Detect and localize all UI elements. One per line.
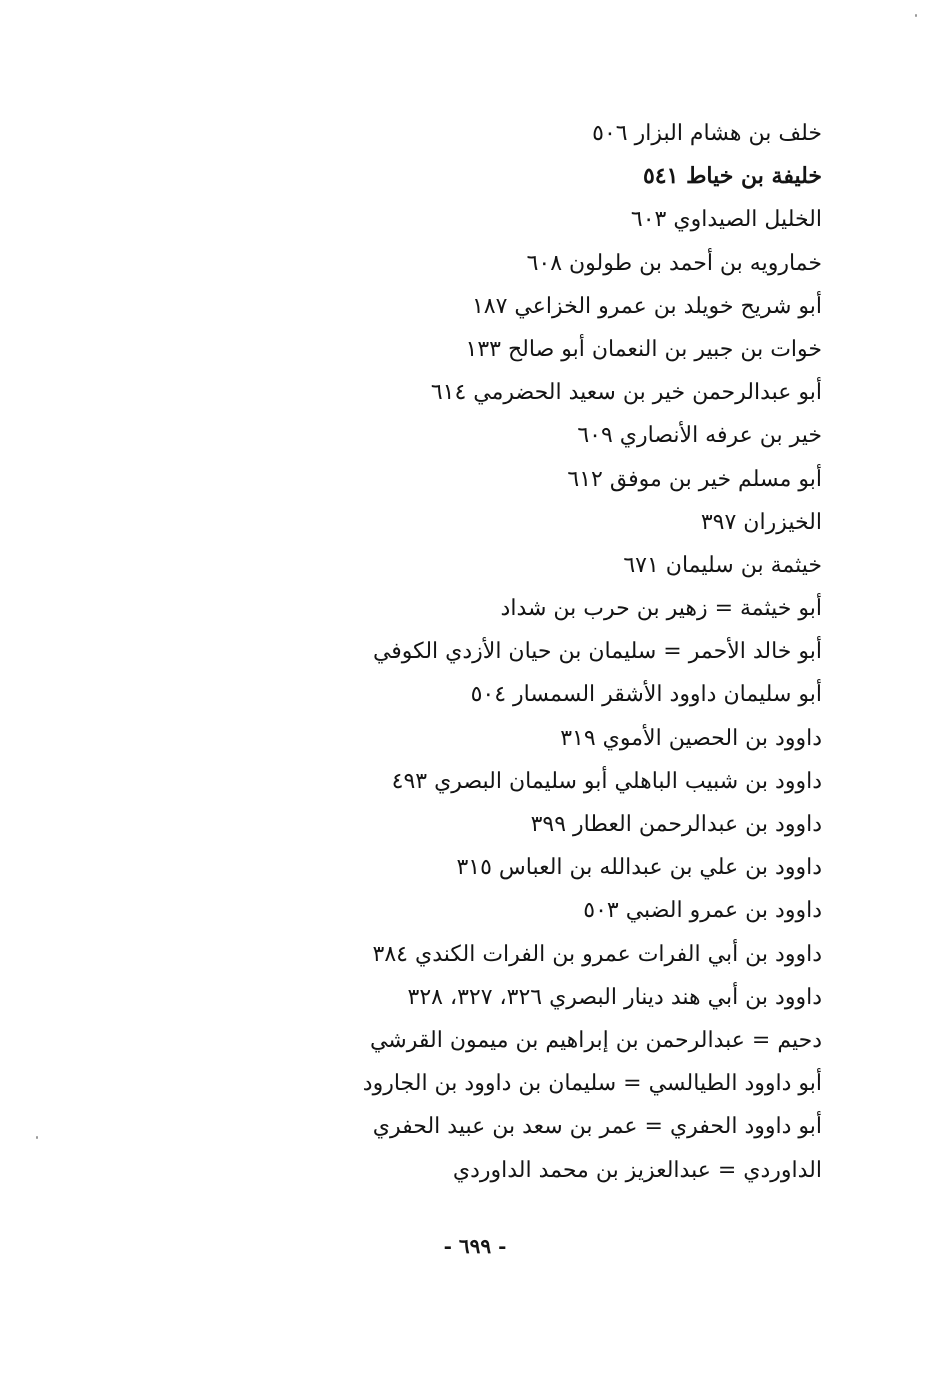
index-entry: داوود بن شبيب الباهلي أبو سليمان البصري ٤٩٣ (391, 768, 822, 794)
index-entry: داوود بن أبي الفرات عمرو بن الفرات الكندي ٣٨٤ (372, 941, 822, 967)
scan-speck (915, 14, 917, 17)
index-entry: الداوردي = عبدالعزيز بن محمد الداوردي (452, 1157, 822, 1183)
index-entry: الخيزران ٣٩٧ (700, 509, 822, 535)
index-entry: داوود بن علي بن عبدالله بن العباس ٣١٥ (456, 855, 822, 881)
index-entry: أبو سليمان داوود الأشقر السمسار ٥٠٤ (470, 682, 822, 708)
index-entry: أبو عبدالرحمن خير بن سعيد الحضرمي ٦١٤ (430, 380, 822, 406)
index-entry: الخليل الصيداوي ٦٠٣ (630, 207, 822, 233)
index-entry: داوود بن أبي هند دينار البصري ٣٢٦، ٣٢٧، ٣٢٨ (407, 984, 822, 1010)
index-entry: أبو داوود الطيالسي = سليمان بن داوود بن الجارود (362, 1071, 822, 1097)
index-entry: خليفة بن خياط ٥٤١ (642, 163, 822, 190)
index-entry: داوود بن الحصين الأموي ٣١٩ (560, 725, 822, 751)
index-entry: خلف بن هشام البزار ٥٠٦ (592, 121, 822, 146)
index-entry: خوات بن جبير بن النعمان أبو صالح ١٣٣ (465, 336, 822, 362)
page-number: - ٦٩٩ - (443, 1234, 507, 1258)
index-entry: داوود بن عمرو الضبي ٥٠٣ (583, 898, 822, 924)
index-entry: أبو خيثمة = زهير بن حرب بن شداد (500, 596, 822, 622)
index-entry: خيثمة بن سليمان ٦٧١ (623, 552, 822, 578)
index-entry: خير بن عرفه الأنصاري ٦٠٩ (577, 423, 822, 449)
scan-speck (36, 1136, 38, 1139)
index-entry: أبو خالد الأحمر = سليمان بن حيان الأزدي الكوفي (372, 639, 822, 665)
index-entry: أبو شريح خويلد بن عمرو الخزاعي ١٨٧ (471, 293, 822, 319)
index-entry: أبو مسلم خير بن موفق ٦١٢ (567, 466, 822, 492)
index-entry: خمارويه بن أحمد بن طولون ٦٠٨ (526, 250, 822, 276)
index-entry: دحيم = عبدالرحمن بن إبراهيم بن ميمون القرشي (369, 1027, 822, 1053)
index-entry: داوود بن عبدالرحمن العطار ٣٩٩ (530, 812, 822, 837)
index-entries-list (202, 112, 822, 1192)
index-entry: أبو داوود الحفري = عمر بن سعد بن عبيد الحفري (372, 1114, 822, 1140)
